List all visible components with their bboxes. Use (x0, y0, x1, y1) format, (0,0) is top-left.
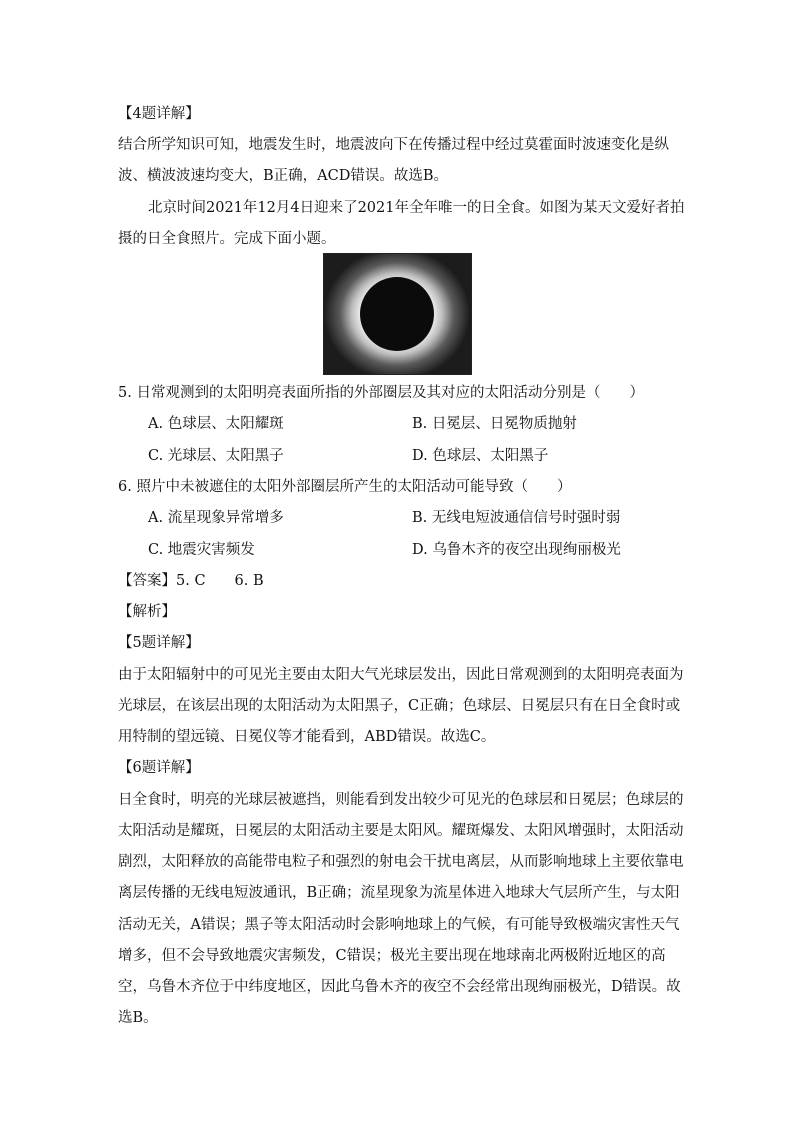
question-6-stem: 6. 照片中未被遮住的太阳外部圈层所产生的太阳活动可能导致（ ） (118, 479, 572, 495)
q6-detail-heading: 【6题详解】 (118, 760, 200, 776)
q6-detail-text-line: 太阳活动是耀斑，日冕层的太阳活动主要是太阳风。耀斑爆发、太阳风增强时，太阳活动 (118, 823, 684, 839)
q6-detail-text-line: 增多，但不会导致地震灾害频发，C错误；极光主要出现在地球南北两极附近地区的高 (118, 948, 666, 964)
question-6-option-a: A. 流星现象异常增多 (148, 510, 284, 526)
q6-detail-text-line: 选B。 (118, 1010, 158, 1026)
answer-line: 【答案】5. C 6. B (118, 573, 264, 589)
q6-detail-text-line: 剧烈，太阳释放的高能带电粒子和强烈的射电会干扰电离层，从而影响地球上主要依靠电 (118, 854, 684, 870)
q5-detail-text-line: 用特制的望远镜、日冕仪等才能看到，ABD错误。故选C。 (118, 729, 496, 745)
question-5-option-b: B. 日冕层、日冕物质抛射 (412, 416, 577, 432)
solar-eclipse-photo (323, 253, 472, 375)
question-5-option-c: C. 光球层、太阳黑子 (148, 448, 284, 464)
q4-detail-heading: 【4题详解】 (118, 106, 200, 122)
question-5-option-a: A. 色球层、太阳耀斑 (148, 416, 284, 432)
question-5-stem: 5. 日常观测到的太阳明亮表面所指的外部圈层及其对应的太阳活动分别是（ ） (118, 385, 644, 401)
q6-detail-text-line: 空，乌鲁木齐位于中纬度地区，因此乌鲁木齐的夜空不会经常出现绚丽极光，D错误。故 (118, 979, 681, 995)
intro-text-line: 北京时间2021年12月4日迎来了2021年全年唯一的日全食。如图为某天文爱好者拍 (148, 200, 685, 216)
intro-text-line: 摄的日全食照片。完成下面小题。 (118, 231, 336, 247)
q6-detail-text-line: 活动无关，A错误；黑子等太阳活动时会影响地球上的气候，有可能导致极端灾害性天气 (118, 917, 680, 933)
q6-detail-text-line: 日全食时，明亮的光球层被遮挡，则能看到发出较少可见光的色球层和日冕层；色球层的 (118, 792, 684, 808)
q4-detail-text-line: 结合所学知识可知，地震发生时，地震波向下在传播过程中经过莫霍面时波速变化是纵 (118, 137, 669, 153)
analysis-heading: 【解析】 (118, 604, 176, 620)
q5-detail-text-line: 由于太阳辐射中的可见光主要由太阳大气光球层发出，因此日常观测到的太阳明亮表面为 (118, 667, 684, 683)
q4-detail-text-line: 波、横波波速均变大，B正确，ACD错误。故选B。 (118, 168, 449, 184)
question-6-option-d: D. 乌鲁木齐的夜空出现绚丽极光 (412, 542, 621, 558)
question-6-option-b: B. 无线电短波通信信号时强时弱 (412, 510, 621, 526)
question-5-option-d: D. 色球层、太阳黑子 (412, 448, 549, 464)
q5-detail-text-line: 光球层，在该层出现的太阳活动为太阳黑子，C正确；色球层、日冕层只有在日全食时或 (118, 698, 681, 714)
question-6-option-c: C. 地震灾害频发 (148, 542, 255, 558)
q6-detail-text-line: 离层传播的无线电短波通讯，B正确；流星现象为流星体进入地球大气层所产生，与太阳 (118, 885, 680, 901)
q5-detail-heading: 【5题详解】 (118, 635, 200, 651)
